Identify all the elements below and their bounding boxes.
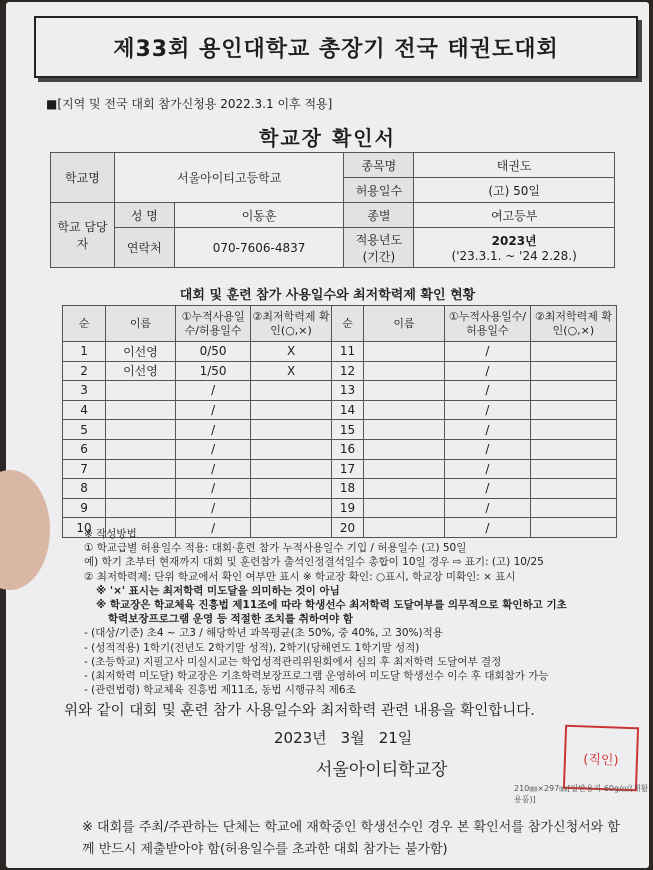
col-header: 이름: [106, 306, 176, 342]
athlete-name: [106, 439, 176, 459]
usage-days: /: [444, 459, 530, 479]
row-number: 1: [63, 342, 106, 362]
document-paper: [6, 2, 649, 868]
year-cell: [414, 228, 615, 268]
usage-days: /: [444, 361, 530, 381]
note-line: - (대상/기준) 초4 ~ 고3 / 해당학년 과목평균(초 50%, 중 40%, 고 30%)적용: [84, 627, 443, 640]
usage-table: [62, 305, 617, 538]
row-number: 11: [331, 342, 363, 362]
usage-days: 1/50: [175, 361, 250, 381]
grade-check: [530, 361, 616, 381]
days-label: 허용일수: [344, 178, 414, 203]
row-number: 8: [63, 479, 106, 499]
col-header: ①누적사용일수/허용일수: [444, 306, 530, 342]
row-number: 9: [63, 498, 106, 518]
days-value: (고) 50일: [414, 178, 615, 203]
athlete-name: 이선영: [106, 361, 176, 381]
grade-check: [251, 439, 332, 459]
table-row: [63, 342, 617, 362]
athlete-name: [364, 498, 445, 518]
row-number: 7: [63, 459, 106, 479]
manager-label: 학교 담당자: [51, 203, 115, 268]
athlete-name: [106, 479, 176, 499]
col-header: 순: [331, 306, 363, 342]
table-row: [63, 420, 617, 440]
date-month: 3월: [340, 729, 365, 747]
grade-check: [251, 381, 332, 401]
bottom-note: ※ 대회를 주최/주관하는 단체는 학교에 재학중인 학생선수인 경우 본 확인서를 참가신청서와 함께 반드시 제출받아야 함(허용일수를 초과한 대회 참가는 불가함): [82, 820, 620, 857]
grade-check: [251, 479, 332, 499]
table-row: [63, 479, 617, 499]
athlete-name: [364, 420, 445, 440]
row-number: 12: [331, 361, 363, 381]
row-number: 17: [331, 459, 363, 479]
grade-check: [530, 400, 616, 420]
grade-check: [251, 400, 332, 420]
usage-days: /: [175, 459, 250, 479]
row-number: 20: [331, 518, 363, 538]
row-number: 14: [331, 400, 363, 420]
usage-days: 0/50: [175, 342, 250, 362]
date-year: 2023년: [274, 729, 327, 747]
col-header: ②최저학력제 확인(○,×): [251, 306, 332, 342]
school-label: 학교명: [51, 153, 115, 203]
row-number: 10: [63, 518, 106, 538]
athlete-name: [106, 381, 176, 401]
year-label: 적용년도 (기간): [344, 228, 414, 268]
table-row: [63, 459, 617, 479]
grade-check: [530, 498, 616, 518]
name-label: 성 명: [114, 203, 174, 228]
athlete-name: [364, 400, 445, 420]
athlete-name: [364, 361, 445, 381]
confirm-statement: 위와 같이 대회 및 훈련 참가 사용일수와 최저학력 관련 내용을 확인합니다.: [64, 703, 535, 719]
athlete-name: [364, 459, 445, 479]
note-line: ② 최저학력제: 단위 학교에서 확인 여부만 표시 ※ 학교장 확인: ○표시, 학교장 미확인: × 표시: [84, 570, 516, 583]
name-value: 이동훈: [174, 203, 344, 228]
row-number: 15: [331, 420, 363, 440]
year-value: 2023년: [491, 234, 537, 249]
grade-check: [530, 479, 616, 499]
row-number: 2: [63, 361, 106, 381]
sport-label: 종목명: [344, 153, 414, 178]
table-row: [63, 361, 617, 381]
athlete-name: [364, 381, 445, 401]
usage-days: /: [175, 400, 250, 420]
usage-days: /: [444, 479, 530, 499]
table-row: [63, 400, 617, 420]
applies-note: ■[지역 및 전국 대회 참가신청용 2022.3.1 이후 적용]: [46, 97, 333, 111]
notes-block: [84, 527, 634, 697]
grade-check: [530, 342, 616, 362]
note-line: ① 학교급별 허용일수 적용: 대회·훈련 참가 누적사용일수 기입 / 허용일수 (고) 50일: [84, 542, 467, 555]
info-table: [50, 152, 615, 268]
usage-days: /: [175, 381, 250, 401]
signed-date: [274, 727, 412, 748]
row-number: 5: [63, 420, 106, 440]
usage-days: /: [175, 439, 250, 459]
athlete-name: [364, 342, 445, 362]
year-period: ('23.3.1. ~ '24 2.28.): [451, 249, 577, 264]
usage-days: /: [444, 381, 530, 401]
row-number: 18: [331, 479, 363, 499]
note-line: - (성적적용) 1학기(전년도 2학기말 성적), 2학기(당해연도 1학기말 성적): [84, 641, 420, 654]
usage-days: /: [175, 420, 250, 440]
note-line: ※ 작성방법: [84, 528, 137, 540]
usage-days: /: [444, 342, 530, 362]
athlete-name: [106, 420, 176, 440]
grade-check: [251, 498, 332, 518]
row-number: 3: [63, 381, 106, 401]
athlete-name: [106, 459, 176, 479]
grade-check: [530, 439, 616, 459]
col-header: ①누적사용일수/허용일수: [175, 306, 250, 342]
grade-check: [530, 420, 616, 440]
note-line: ※ '×' 표시는 최저학력 미도달을 의미하는 것이 아님: [96, 584, 340, 597]
athlete-name: [106, 498, 176, 518]
table-row: [63, 381, 617, 401]
date-day: 21일: [378, 729, 413, 747]
division-label: 종별: [344, 203, 414, 228]
note-line: - (최저학력 미도달) 학교장은 기초학력보장프로그램 운영하여 미도달 학생선수 이수 후 대회참가 가능: [84, 670, 549, 683]
paper-size-note: 210㎜×297㎜[일반용지 60g/㎡(재활용품)]: [514, 784, 649, 804]
principal-signature: 서울아이티학교장: [316, 760, 448, 780]
col-header: 이름: [364, 306, 445, 342]
grade-check: X: [251, 361, 332, 381]
row-number: 16: [331, 439, 363, 459]
grade-check: [530, 459, 616, 479]
athlete-name: [364, 439, 445, 459]
usage-days: /: [444, 498, 530, 518]
row-number: 13: [331, 381, 363, 401]
row-number: 19: [331, 498, 363, 518]
grade-check: [251, 459, 332, 479]
row-number: 6: [63, 439, 106, 459]
row-number: 4: [63, 400, 106, 420]
sport-value: 태권도: [414, 153, 615, 178]
note-line: ※ 학교장은 학교체육 진흥법 제11조에 따라 학생선수 최저학력 도달여부를 의무적으로 확인하고 기초: [96, 599, 567, 612]
grade-check: X: [251, 342, 332, 362]
note-line: 예) 학기 초부터 현재까지 대회 및 훈련참가 출석인정결석일수 총합이 10일 경우 ⇨ 표기: (고) 10/25: [84, 556, 544, 569]
grade-check: [530, 381, 616, 401]
school-value: 서울아이티고등학교: [114, 153, 344, 203]
note-line: 학력보장프로그램 운영 등 적절한 조치를 취하여야 함: [108, 613, 354, 626]
official-seal: (직인): [563, 725, 639, 792]
usage-days: /: [444, 439, 530, 459]
note-line: - (관련법령) 학교체육 진흥법 제11조, 동법 시행규칙 제6조: [84, 684, 356, 697]
athlete-name: 이선영: [106, 342, 176, 362]
usage-days: /: [175, 498, 250, 518]
athlete-name: [364, 479, 445, 499]
col-header: ②최저학력제 확인(○,×): [530, 306, 616, 342]
contact-value: 070-7606-4837: [174, 228, 344, 268]
athlete-name: [106, 400, 176, 420]
usage-days: /: [444, 400, 530, 420]
table-row: [63, 498, 617, 518]
event-title: 제33회 용인대학교 총장기 전국 태권도대회: [34, 16, 638, 78]
usage-days: /: [444, 518, 530, 538]
usage-days: /: [175, 479, 250, 499]
division-value: 여고등부: [414, 203, 615, 228]
table-row: [63, 439, 617, 459]
grade-check: [251, 420, 332, 440]
usage-days: /: [444, 420, 530, 440]
contact-label: 연락처: [114, 228, 174, 268]
note-line: - (초등학교) 지필고사 미실시교는 학업성적관리위원회에서 심의 후 최저학력 도달여부 결정: [84, 655, 502, 668]
section-title: 대회 및 훈련 참가 사용일수와 최저학력제 확인 현황: [179, 288, 476, 303]
usage-days: /: [175, 518, 250, 538]
document-title: 학교장 확인서: [259, 126, 396, 150]
col-header: 순: [63, 306, 106, 342]
